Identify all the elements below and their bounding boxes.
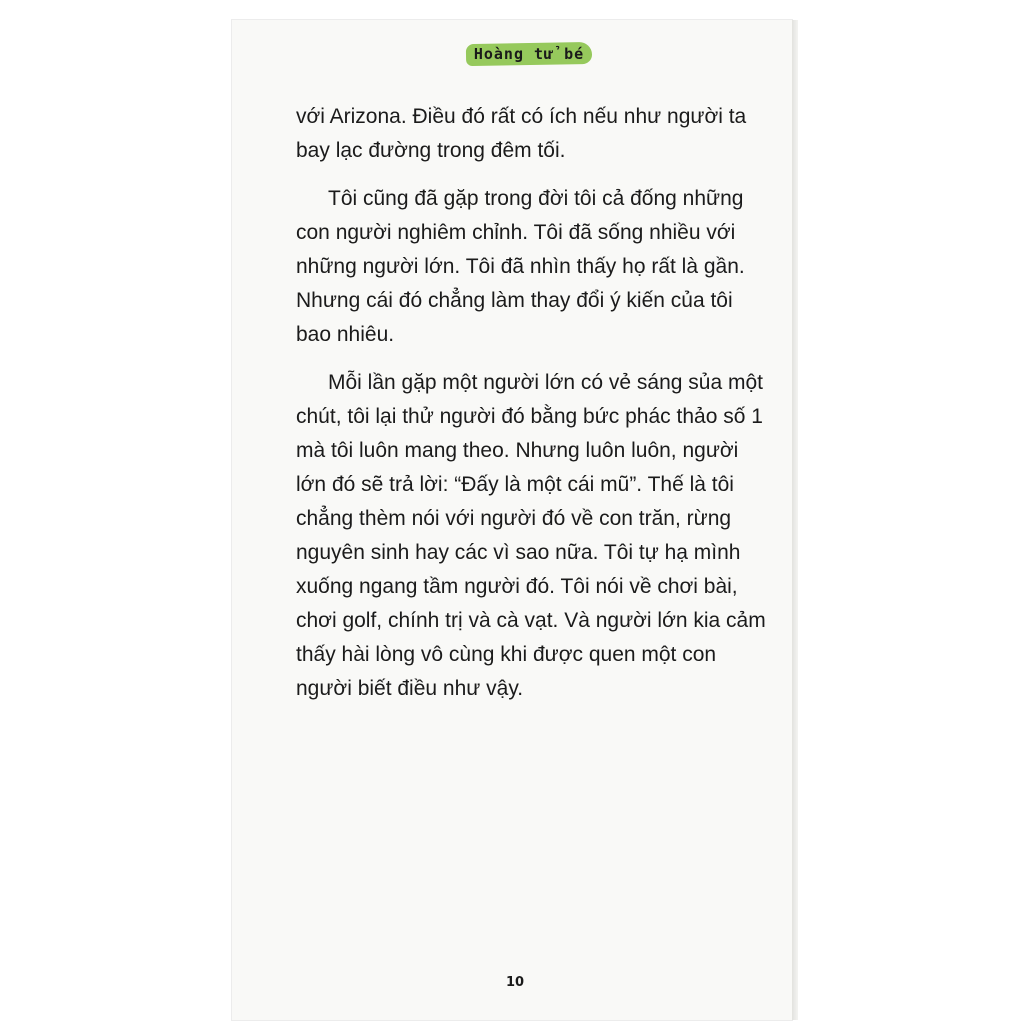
text-line: chút, tôi lại thử người đó bằng bức phác thảo số 1 (296, 405, 763, 428)
text-line: con người nghiêm chỉnh. Tôi đã sống nhiều với (296, 221, 736, 244)
running-header (466, 40, 592, 68)
book-title: Hoàng tử bé (473, 45, 585, 63)
text-line: Nhưng cái đó chẳng làm thay đổi ý kiến của tôi (296, 289, 733, 312)
text-line: những người lớn. Tôi đã nhìn thấy họ rất là gần. (296, 255, 745, 278)
text-line: bao nhiêu. (296, 323, 395, 346)
text-line: chơi golf, chính trị và cà vạt. Và người lớn kia cảm (296, 609, 766, 632)
text-line: chẳng thèm nói với người đó về con trăn, rừng (296, 507, 732, 530)
text-line: nguyên sinh hay các vì sao nữa. Tôi tự hạ mình (296, 541, 741, 564)
body-text (296, 100, 766, 706)
text-line: lớn đó sẽ trả lời: “Đấy là một cái mũ”. Thế là tôi (296, 473, 734, 496)
text-line: Mỗi lần gặp một người lớn có vẻ sáng sủa một (328, 371, 763, 394)
text-line: xuống ngang tầm người đó. Tôi nói về chơi bài, (296, 575, 738, 598)
page-edge-shadow (792, 20, 798, 1020)
text-line: mà tôi luôn mang theo. Nhưng luôn luôn, người (296, 439, 739, 462)
text-line: Tôi cũng đã gặp trong đời tôi cả đống những (328, 187, 744, 210)
text-line: bay lạc đường trong đêm tối. (296, 139, 566, 162)
text-line: thấy hài lòng vô cùng khi được quen một con (296, 643, 717, 666)
page-number: 10 (505, 975, 525, 990)
text-line: với Arizona. Điều đó rất có ích nếu như người ta (296, 105, 747, 128)
text-line: người biết điều như vậy. (296, 677, 524, 700)
